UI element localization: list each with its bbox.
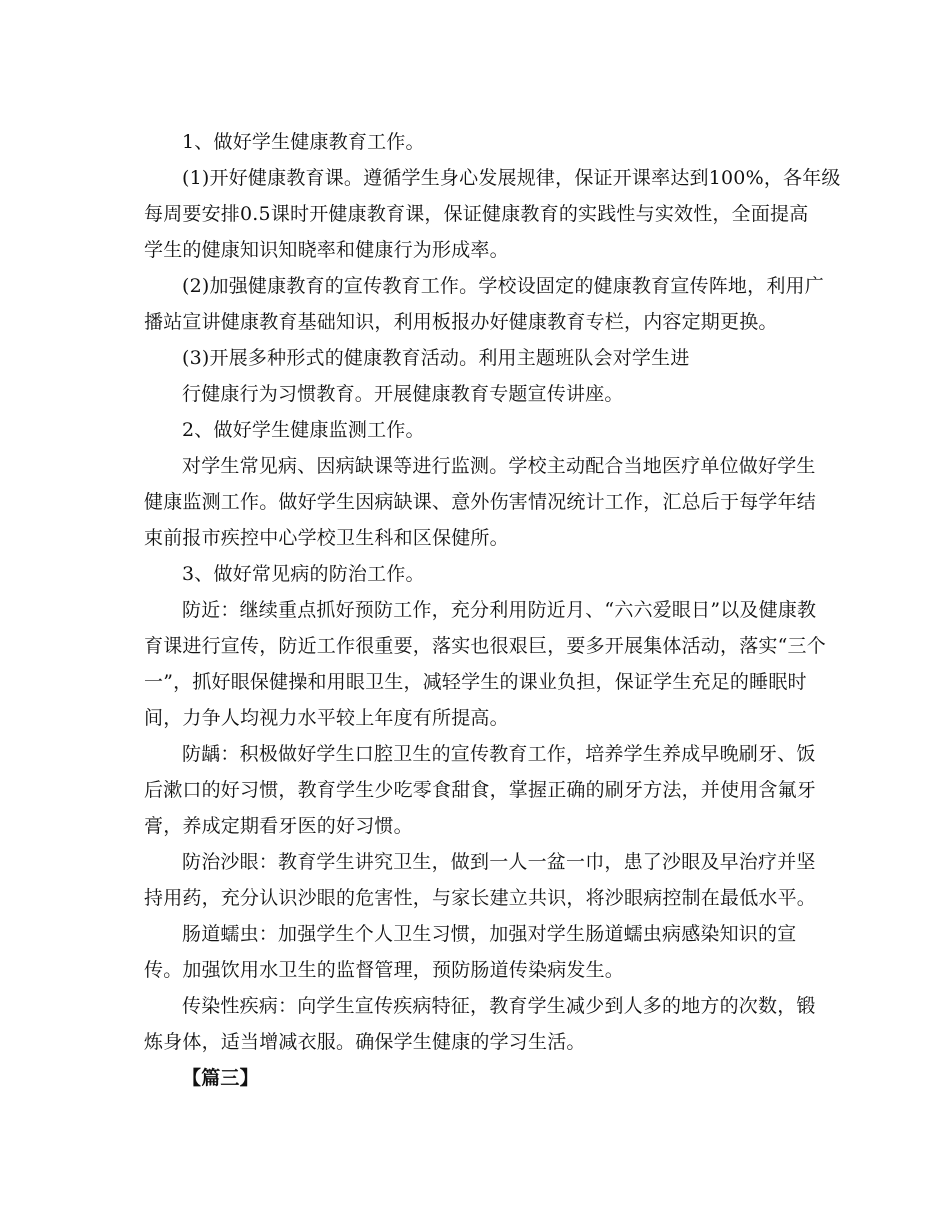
text-line: 防龋：积极做好学生口腔卫生的宣传教育工作，培养学生养成早晚刷牙、饭 <box>182 743 816 765</box>
text-line: 2、做好学生健康监测工作。 <box>182 419 425 441</box>
text-line: 行健康行为习惯教育。开展健康教育专题宣传讲座。 <box>182 383 624 405</box>
text-line: 持用药，充分认识沙眼的危害性，与家长建立共识，将沙眼病控制在最低水平。 <box>144 887 817 909</box>
text-line: 肠道蠕虫：加强学生个人卫生习惯，加强对学生肠道蠕虫病感染知识的宣 <box>182 923 797 945</box>
text-line: 传染性疾病：向学生宣传疾病特征，教育学生减少到人多的地方的次数，锻 <box>182 995 816 1017</box>
text-line: 每周要安排0.5课时开健康教育课，保证健康教育的实践性与实效性，全面提高 <box>144 203 809 225</box>
text-line: (3)开展多种形式的健康教育活动。利用主题班队会对学生进 <box>182 347 690 369</box>
text-line: 膏，养成定期看牙医的好习惯。 <box>144 815 413 837</box>
text-line: 束前报市疾控中心学校卫生科和区保健所。 <box>144 527 509 549</box>
document-body <box>144 124 841 1096</box>
text-line: 播站宣讲健康教育基础知识，利用板报办好健康教育专栏，内容定期更换。 <box>144 311 778 333</box>
text-line: 健康监测工作。做好学生因病缺课、意外伤害情况统计工作，汇总后于每学年结 <box>144 491 817 513</box>
text-line: 育课进行宣传，防近工作很重要，落实也很艰巨，要多开展集体活动，落实“三个 <box>144 635 826 657</box>
text-line: (2)加强健康教育的宣传教育工作。学校设固定的健康教育宣传阵地，利用广 <box>182 275 824 297</box>
text-line: 炼身体，适当增减衣服。确保学生健康的学习生活。 <box>144 1031 586 1053</box>
text-line: (1)开好健康教育课。遵循学生身心发展规律，保证开课率达到100%，各年级 <box>182 167 841 189</box>
text-line: 一”，抓好眼保健操和用眼卫生，减轻学生的课业负担，保证学生充足的睡眠时 <box>144 671 807 693</box>
text-line: 防近：继续重点抓好预防工作，充分利用防近月、“六六爱眼日”以及健康教 <box>182 599 817 621</box>
text-line: 防治沙眼：教育学生讲究卫生，做到一人一盆一巾，患了沙眼及早治疗并坚 <box>182 851 816 873</box>
text-line: 间，力争人均视力水平较上年度有所提高。 <box>144 707 509 729</box>
text-line: 学生的健康知识知晓率和健康行为形成率。 <box>144 239 509 261</box>
text-line: 1、做好学生健康教育工作。 <box>182 131 425 153</box>
text-line: 后漱口的好习惯，教育学生少吃零食甜食，掌握正确的刷牙方法，并使用含氟牙 <box>144 779 817 801</box>
text-line: 3、做好常见病的防治工作。 <box>182 563 425 585</box>
text-line: 传。加强饮用水卫生的监督管理，预防肠道传染病发生。 <box>144 959 625 981</box>
section-heading: 【篇三】 <box>182 1067 259 1089</box>
text-line: 对学生常见病、因病缺课等进行监测。学校主动配合当地医疗单位做好学生 <box>182 455 816 477</box>
